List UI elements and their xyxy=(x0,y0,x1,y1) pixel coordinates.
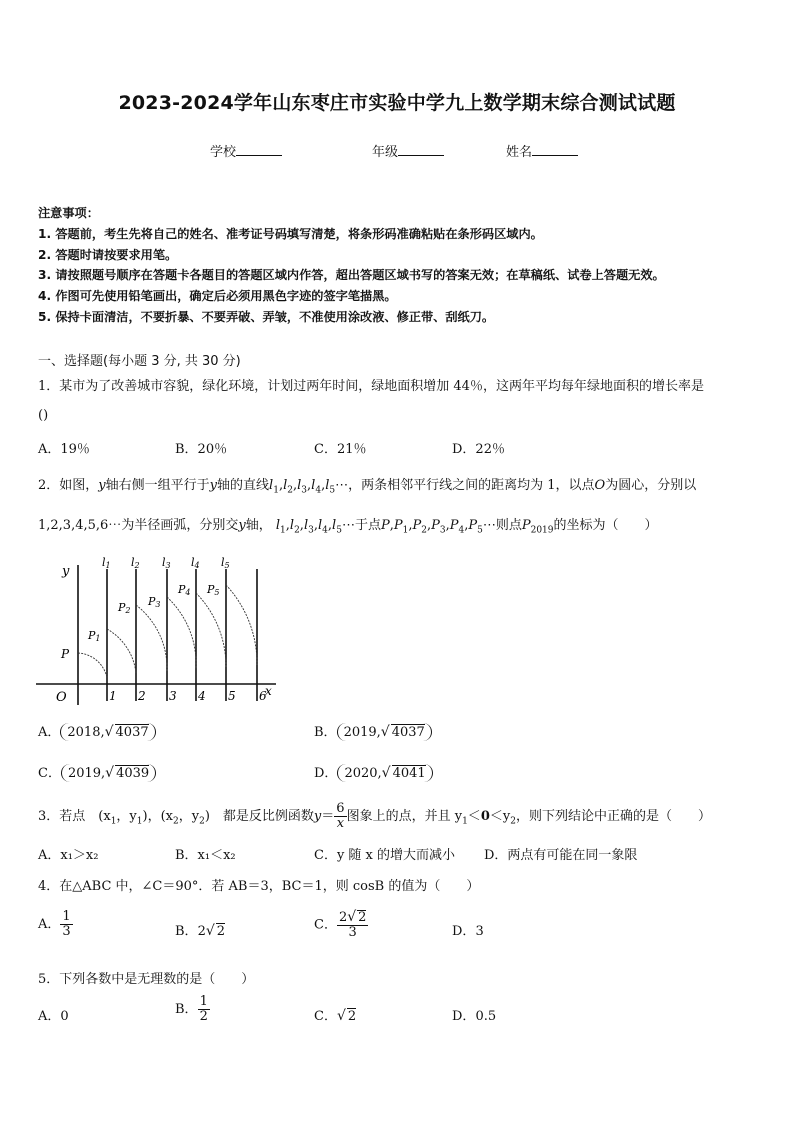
q5-option-c[interactable]: C．√ 2 xyxy=(314,1008,357,1024)
school-field xyxy=(210,141,282,160)
q2-figure xyxy=(36,553,292,708)
q5-stem: 5．下列各数中是无理数的是（ ） xyxy=(38,972,255,987)
q2-text: 为圆心，分别以 xyxy=(605,478,697,493)
q2-radii: 1,2,3,4,5,6 xyxy=(38,518,109,533)
q2-stem-line1: 2．如图，y轴右侧一组平行于y轴的直线$l_1,l_2,l_3,l_4,l_5\cdots$，两条相邻平行线之间的距离均为 1，以点O为圆心，分别以 xyxy=(38,478,697,496)
q2-option-c[interactable]: C． 2019,√ 4039 xyxy=(38,762,156,782)
q1-option-b[interactable]: B．20％ xyxy=(175,442,228,457)
q3-option-c[interactable]: C．y 随 x 的增大而减小 xyxy=(314,848,456,863)
q2-stem-line2: 1,2,3,4,5,6⋯为半径画弧，分别交y轴， $l_1,l_2,l_3,l_4,l_5\cdots$于点$P,P_1,P_2,P_3,P_4,P_5\cdots$则点$P_{2019}$的坐标为（ ） xyxy=(38,518,658,536)
q2-text: 则点 xyxy=(495,518,522,533)
note-item: 4. 作图可先使用铅笔画出，确定后必须用黑色字迹的签字笔描黑。 xyxy=(38,289,397,303)
name-blank[interactable] xyxy=(532,143,578,156)
q5-option-a[interactable]: A．0 xyxy=(38,1009,69,1024)
q2-option-b[interactable]: B． 2019,√ 4037 xyxy=(314,721,432,741)
q3-stem: 3．若点 ($x_1$，$y_1$)，($x_2$，$y_2$) 都是反比例函数y＝ $\frac{6}{x}$ 图象上的点，并且 $y_1<0<y_2$，则下列结论中正确的是（ ） xyxy=(38,801,711,831)
q2-text: 的坐标为（ ） xyxy=(553,518,658,533)
grade-field xyxy=(372,141,444,160)
line-label-l2: l2 xyxy=(131,556,140,570)
q1-option-c[interactable]: C．21％ xyxy=(314,442,367,457)
line-label-l1: l1 xyxy=(102,556,111,570)
tick-3: 3 xyxy=(169,689,177,703)
q2-text: ，两条相邻平行线之间的距离均为 1，以点 xyxy=(348,478,595,493)
q1-stem: 1．某市为了改善城市容貌，绿化环境，计划过两年时间，绿地面积增加 44％，这两年平均每年绿地面积的增长率是 xyxy=(38,379,704,394)
line-label-l3: l3 xyxy=(162,556,171,570)
q4-option-a[interactable]: A． $\frac{1}{3}$ xyxy=(38,909,71,939)
tick-2: 2 xyxy=(138,689,146,703)
q1-stem-blank: () xyxy=(38,408,49,423)
point-label-p4: P4 xyxy=(178,583,191,597)
q2-option-d[interactable]: D． 2020,√ 4041 xyxy=(314,762,433,782)
x-ticks xyxy=(109,689,267,703)
q2-text: 轴的直线 xyxy=(217,478,270,493)
q2-text: 轴右侧一组平行于 xyxy=(105,478,210,493)
q4-option-b[interactable]: B．2√ 2 xyxy=(175,923,226,939)
name-label: 姓名 xyxy=(506,145,533,160)
point-label-p2: P2 xyxy=(118,601,131,615)
q2-option-a[interactable]: A． 2018,√ 4037 xyxy=(38,721,156,741)
q5-option-b[interactable]: B． $\frac{1}{2}$ xyxy=(175,994,208,1024)
school-label: 学校 xyxy=(210,145,237,160)
tick-4: 4 xyxy=(198,689,206,703)
y-axis-label: y xyxy=(62,564,70,579)
line-label-l4: l4 xyxy=(191,556,200,570)
point-label-p3: P3 xyxy=(148,595,161,609)
q2-text: 2．如图， xyxy=(38,478,99,493)
point-label-p1: P1 xyxy=(88,629,101,643)
q1-option-d[interactable]: D．22％ xyxy=(452,442,505,457)
point-label-p5: P5 xyxy=(207,583,220,597)
notes-heading: 注意事项： xyxy=(38,206,99,220)
note-item: 1. 答题前，考生先将自己的姓名、准考证号码填写清楚，将条形码准确粘贴在条形码区域内。 xyxy=(38,227,543,241)
q2-text: 于点 xyxy=(354,518,381,533)
q2-text: 为半径画弧，分别交 xyxy=(121,518,239,533)
tick-1: 1 xyxy=(109,689,117,703)
school-blank[interactable] xyxy=(236,143,282,156)
grade-label: 年级 xyxy=(372,145,399,160)
q4-option-c[interactable]: C． $\frac{2√ 2}{3}$ xyxy=(314,909,367,940)
q4-stem: 4．在△ABC 中，∠C＝90°．若 AB＝3，BC＝1，则 cosB 的值为（ ） xyxy=(38,879,480,894)
q4-option-d[interactable]: D．3 xyxy=(452,924,484,939)
note-item: 3. 请按照题号顺序在答题卡各题目的答题区域内作答，超出答题区域书写的答案无效；在草稿纸、试卷上答题无效。 xyxy=(38,268,665,282)
q3-option-a[interactable]: A．x₁＞x₂ xyxy=(38,848,99,863)
section-heading: 一、选择题(每小题 3 分, 共 30 分) xyxy=(38,354,241,369)
note-item: 5. 保持卡面清洁，不要折暴、不要弄破、弄皱，不准使用涂改液、修正带、刮纸刀。 xyxy=(38,310,495,324)
q5-option-d[interactable]: D．0.5 xyxy=(452,1009,497,1024)
q3-option-d[interactable]: D．两点有可能在同一象限 xyxy=(484,848,638,863)
q1-option-a[interactable]: A．19％ xyxy=(38,442,90,457)
q3-option-b[interactable]: B．x₁＜x₂ xyxy=(175,848,236,863)
note-item: 2. 答题时请按要求用笔。 xyxy=(38,248,178,262)
x-axis-label: x xyxy=(265,684,272,698)
q2-text: 轴， xyxy=(245,518,272,533)
math-var: y xyxy=(209,478,218,493)
line-label-l5: l5 xyxy=(221,556,230,570)
math-var: y xyxy=(98,478,106,493)
origin-label: O xyxy=(56,690,67,705)
grade-blank[interactable] xyxy=(398,143,444,156)
tick-5: 5 xyxy=(228,689,236,703)
tick-6: 6 xyxy=(259,689,267,703)
point-label-p: P xyxy=(61,647,70,661)
name-field xyxy=(506,141,578,160)
page-title: 2023-2024学年山东枣庄市实验中学九上数学期末综合测试试题 xyxy=(118,92,676,114)
